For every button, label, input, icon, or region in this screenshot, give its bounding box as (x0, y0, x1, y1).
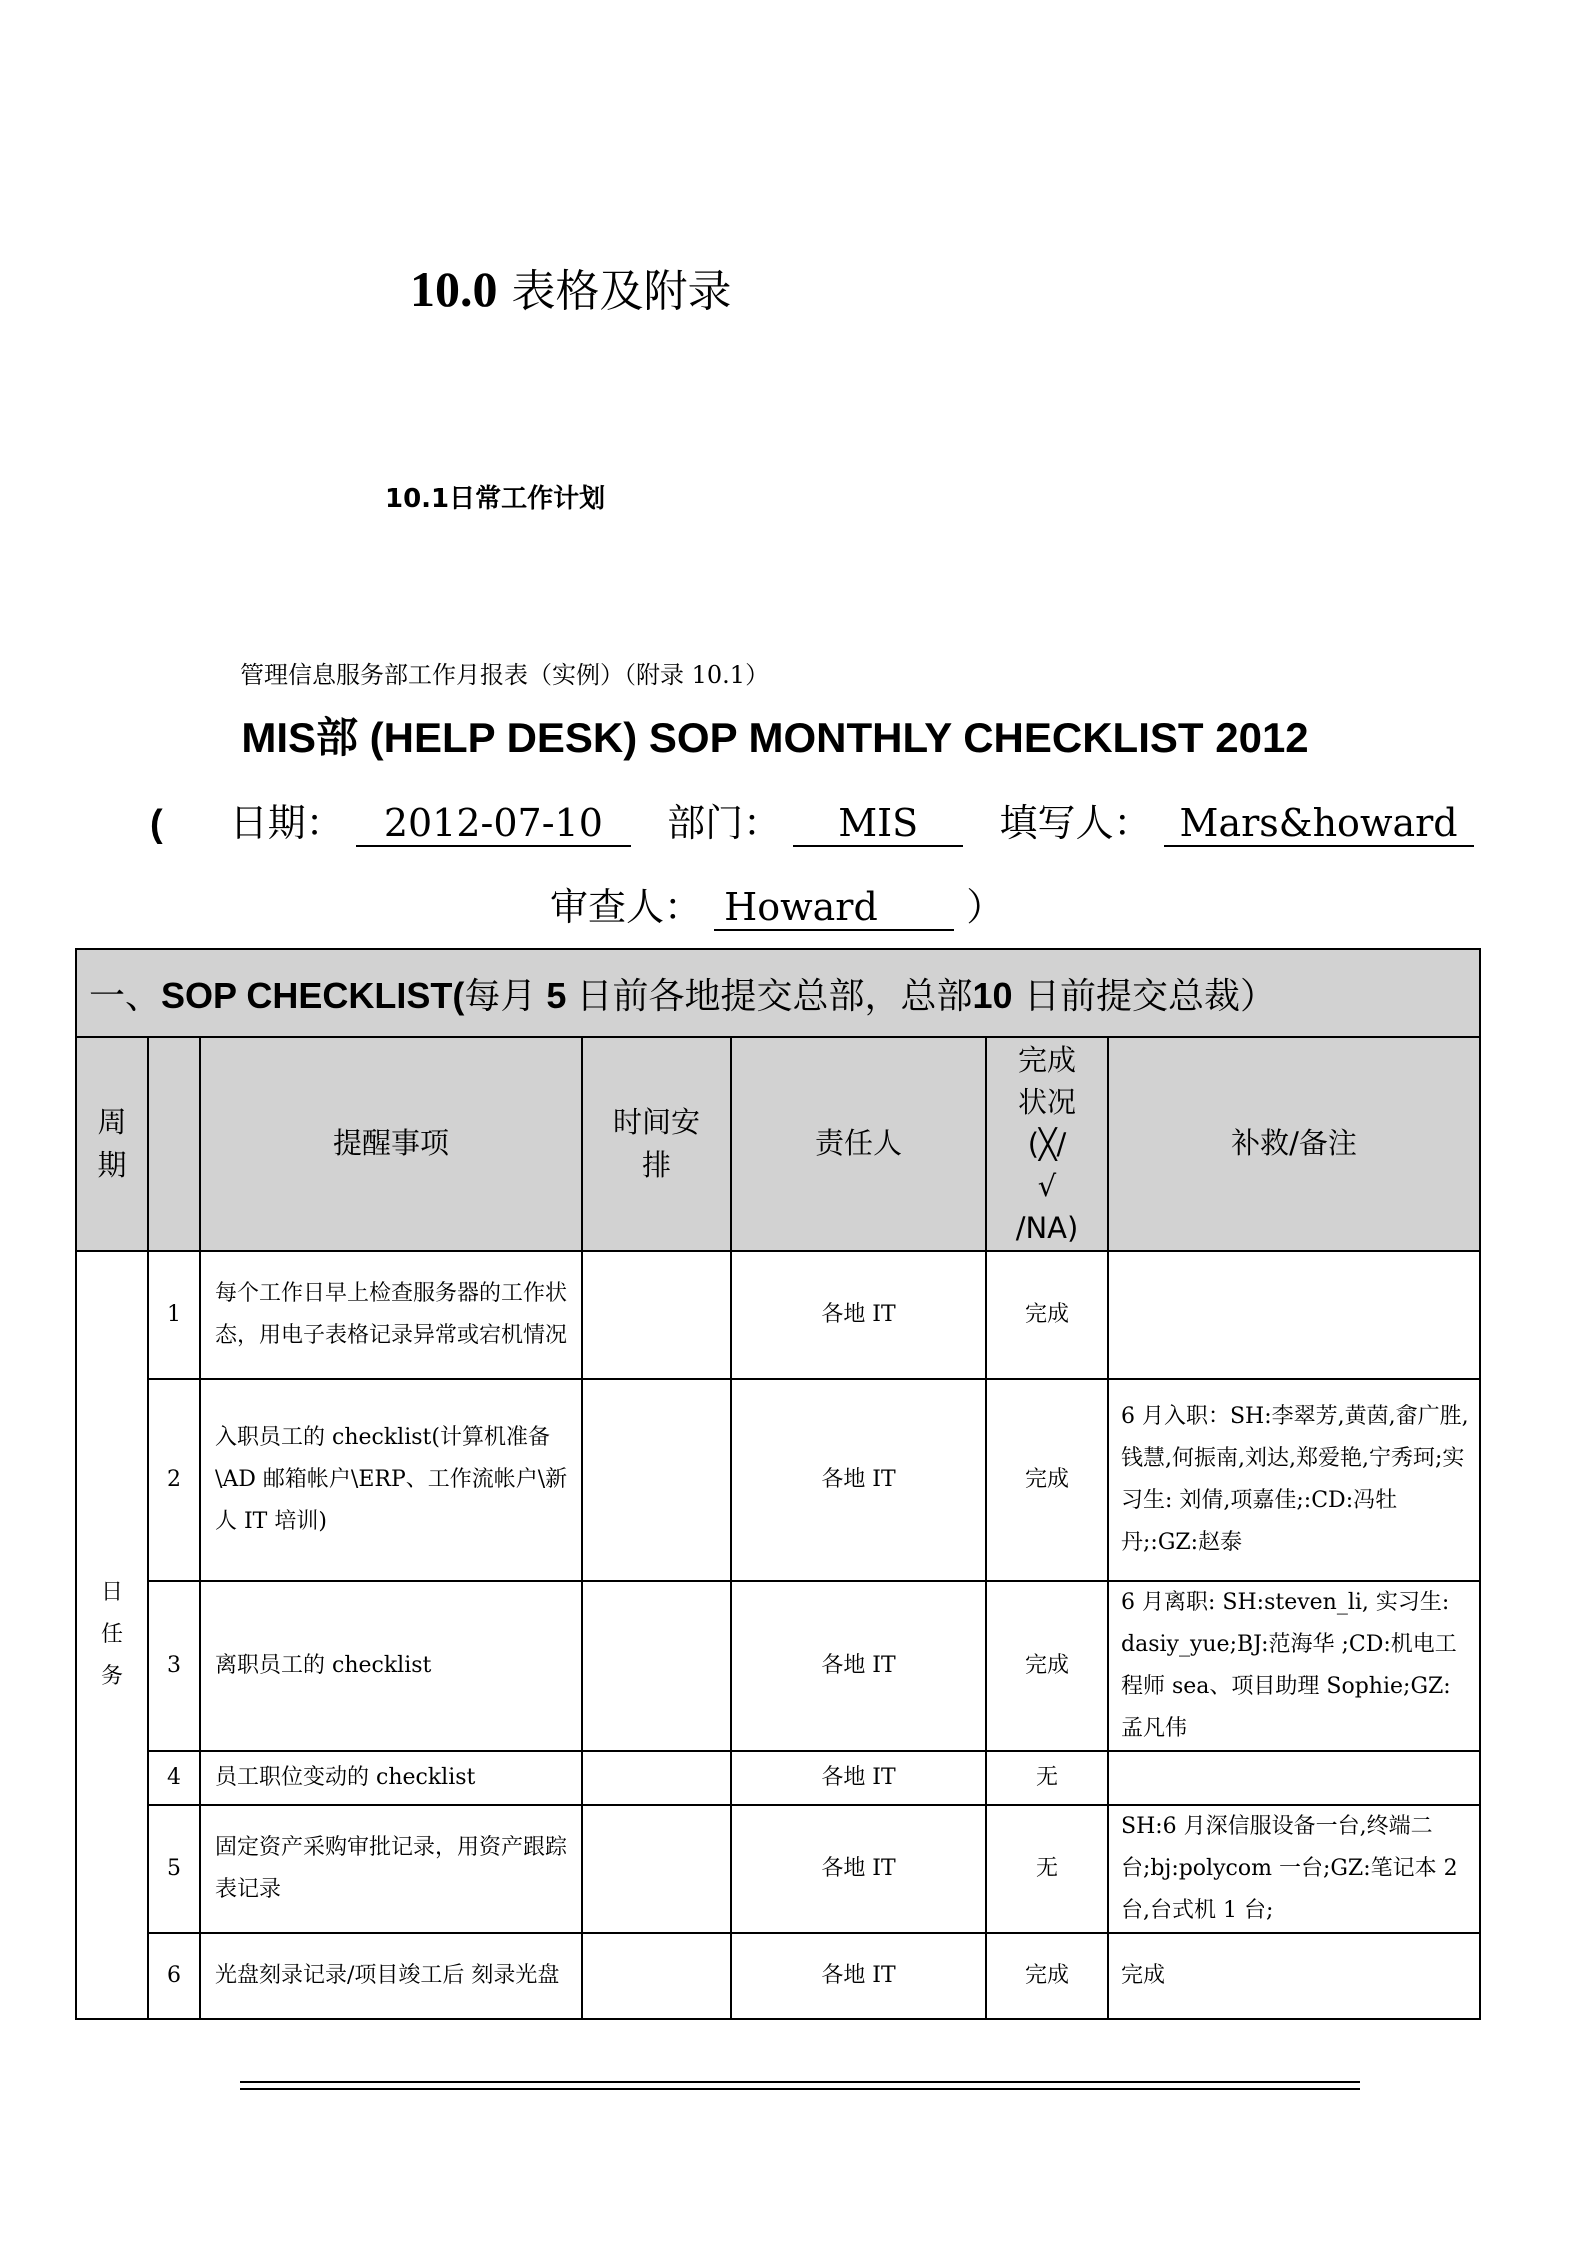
note-cell: 6 月入职：SH:李翠芳,黄茵,畲广胜,钱慧,何振南,刘达,郑爱艳,宁秀珂;实习生: 刘倩,项嘉佳;:CD:冯牡丹;:GZ:赵泰 (1108, 1379, 1480, 1581)
schedule-cell (582, 1933, 731, 2019)
owner-cell: 各地 IT (731, 1251, 986, 1379)
row-number: 2 (148, 1379, 200, 1581)
row-number: 3 (148, 1581, 200, 1751)
task-cell: 每个工作日早上检查服务器的工作状态，用电子表格记录异常或宕机情况 (200, 1251, 582, 1379)
row-number: 5 (148, 1805, 200, 1933)
date-field: 2012-07-10 (356, 801, 631, 847)
header-status: 完成 状况 (╳/ √ /NA) (986, 1037, 1108, 1251)
schedule-cell (582, 1805, 731, 1933)
table-row (76, 1933, 1480, 2019)
note-cell (1108, 1751, 1480, 1805)
filler-field: Mars&howard (1164, 801, 1474, 847)
schedule-cell (582, 1251, 731, 1379)
dept-field: MIS (793, 801, 963, 847)
header-schedule: 时间安 排 (582, 1037, 731, 1251)
note-cell (1108, 1251, 1480, 1379)
status-cell: 完成 (986, 1933, 1108, 2019)
header-row (76, 1037, 1480, 1251)
status-cell: 无 (986, 1805, 1108, 1933)
table-row (76, 1581, 1480, 1751)
owner-cell: 各地 IT (731, 1933, 986, 2019)
header-owner: 责任人 (731, 1037, 986, 1251)
owner-cell: 各地 IT (731, 1581, 986, 1751)
schedule-cell (582, 1751, 731, 1805)
status-cell: 完成 (986, 1251, 1108, 1379)
task-cell: 固定资产采购审批记录，用资产跟踪表记录 (200, 1805, 582, 1933)
owner-cell: 各地 IT (731, 1379, 986, 1581)
section-number: 10.0 (410, 261, 498, 317)
table-row (76, 1805, 1480, 1933)
note-cell: 6 月离职: SH:steven_li, 实习生: dasiy_yue;BJ:范海华 ;CD:机电工程师 sea、项目助理 Sophie;GZ:孟凡伟 (1108, 1581, 1480, 1751)
owner-cell: 各地 IT (731, 1751, 986, 1805)
cycle-cell: 日 任 务 (76, 1251, 148, 2019)
open-paren: ( (150, 803, 163, 845)
row-number: 1 (148, 1251, 200, 1379)
reviewer-field: Howard (714, 885, 954, 931)
status-cell: 完成 (986, 1581, 1108, 1751)
date-label: 日期： (229, 801, 344, 845)
dept-label: 部门： (667, 801, 782, 845)
table-row (76, 1751, 1480, 1805)
header-task: 提醒事项 (200, 1037, 582, 1251)
note-cell: SH:6 月深信服设备一台,终端二台;bj:polycom 一台;GZ:笔记本 2 台,台式机 1 台; (1108, 1805, 1480, 1933)
row-number: 4 (148, 1751, 200, 1805)
owner-cell: 各地 IT (731, 1805, 986, 1933)
table-banner: 一、SOP CHECKLIST(每月 5 日前各地提交总部，总部10 日前提交总裁） (76, 949, 1480, 1037)
header-no (148, 1037, 200, 1251)
schedule-cell (582, 1379, 731, 1581)
filler-label: 填写人： (999, 801, 1152, 845)
footer-rule-top (240, 2081, 1360, 2083)
header-note: 补救/备注 (1108, 1037, 1480, 1251)
subsection-title: 10.1日常工作计划 (385, 484, 606, 514)
status-cell: 无 (986, 1751, 1108, 1805)
table-row (76, 1251, 1480, 1379)
task-cell: 离职员工的 checklist (200, 1581, 582, 1751)
note-cell: 完成 (1108, 1933, 1480, 2019)
section-heading (410, 255, 732, 319)
section-title: 表格及附录 (511, 266, 732, 317)
footer-rule-bottom (240, 2088, 1360, 2090)
task-cell: 入职员工的 checklist(计算机准备\AD 邮箱帐户\ERP、工作流帐户\新人 IT 培训) (200, 1379, 582, 1581)
status-cell: 完成 (986, 1379, 1108, 1581)
task-cell: 光盘刻录记录/项目竣工后 刻录光盘 (200, 1933, 582, 2019)
sop-checklist-table (75, 948, 1481, 2020)
table-caption: 管理信息服务部工作月报表（实例）（附录 10.1） (240, 661, 770, 689)
form-info-line (150, 792, 1474, 847)
reviewer-line (550, 876, 1004, 931)
table-row (76, 1379, 1480, 1581)
row-number: 6 (148, 1933, 200, 2019)
header-cycle: 周 期 (76, 1037, 148, 1251)
close-paren: ） (966, 885, 1005, 929)
checklist-title: MIS部 (HELP DESK) SOP MONTHLY CHECKLIST 2012 (241, 714, 1309, 761)
reviewer-label: 审查人： (550, 885, 703, 929)
schedule-cell (582, 1581, 731, 1751)
task-cell: 员工职位变动的 checklist (200, 1751, 582, 1805)
